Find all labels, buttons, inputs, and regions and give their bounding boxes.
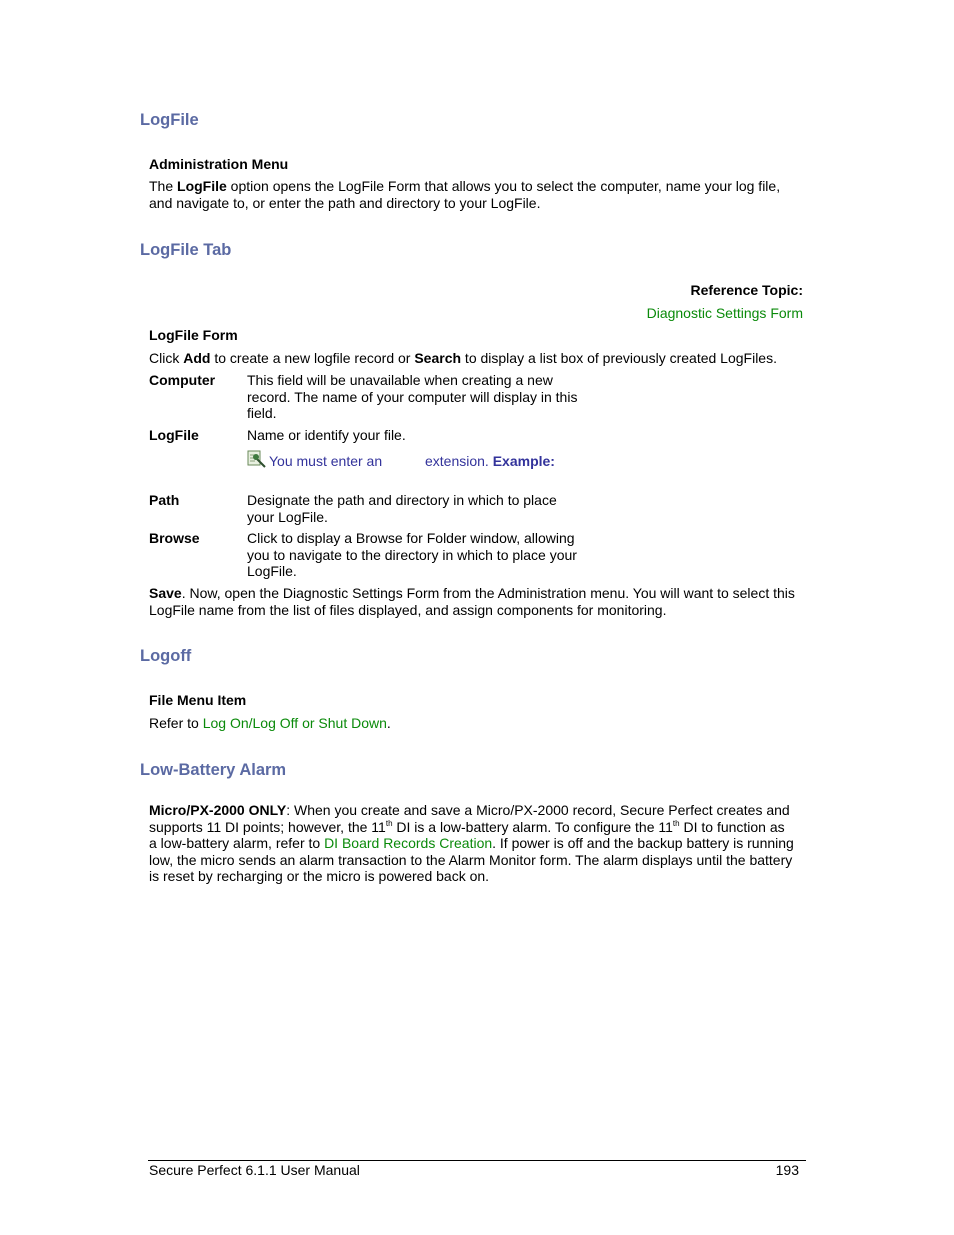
text: Click to display a Browse for Folder window, allowing: [247, 530, 575, 546]
page-number: 193: [775, 1162, 799, 1178]
text: : When you create and save a Micro/PX-2000 record, Secure Perfect creates and: [286, 802, 790, 818]
pushpin-note-icon: [247, 449, 267, 469]
footer-rule: [148, 1160, 806, 1161]
bold-term: Micro/PX-2000 ONLY: [149, 802, 287, 818]
di-board-records-creation-link[interactable]: DI Board Records Creation: [324, 835, 493, 851]
text: and navigate to, or enter the path and directory to your LogFile.: [149, 194, 541, 211]
text: Designate the path and directory in which to place: [247, 492, 557, 508]
text: This field will be unavailable when creating a new: [247, 372, 553, 388]
text: LogFile.: [247, 563, 297, 579]
section-heading-low-battery-alarm: Low-Battery Alarm: [140, 761, 287, 779]
bold-term: Add: [183, 350, 211, 366]
field-desc-logfile: Name or identify your file.: [247, 427, 406, 443]
field-desc-browse: [247, 530, 587, 580]
superscript: th: [385, 818, 393, 828]
subheading-logfile-form: LogFile Form: [149, 327, 238, 343]
superscript: th: [672, 818, 680, 828]
field-term-browse: Browse: [149, 530, 200, 546]
bold-term: Search: [414, 350, 462, 366]
diagnostic-settings-form-link[interactable]: Diagnostic Settings Form: [646, 305, 803, 321]
section-heading-logfile-tab: LogFile Tab: [140, 241, 232, 259]
text: . If power is off and the backup battery is running: [492, 835, 794, 851]
logfile-paragraph: [149, 178, 809, 211]
text: DI is a low-battery alarm. To configure the 11: [392, 818, 673, 835]
text: low, the micro sends an alarm transaction to the Alarm Monitor form. The alarm displays until the battery: [149, 851, 793, 868]
subheading-administration-menu: Administration Menu: [149, 156, 289, 172]
note-text-1: You must enter an: [269, 453, 383, 469]
text: option opens the LogFile Form that allows you to select the computer, name your log file,: [226, 178, 781, 194]
text: to display a list box of previously created LogFiles.: [461, 350, 777, 366]
section-heading-logfile: LogFile: [140, 111, 199, 129]
logfile-form-intro: [149, 350, 809, 367]
log-on-log-off-link[interactable]: Log On/Log Off or Shut Down: [202, 715, 387, 731]
field-term-path: Path: [149, 492, 180, 508]
bold-term: Save: [149, 585, 182, 601]
logoff-paragraph: [149, 715, 809, 732]
field-desc-computer: [247, 372, 587, 422]
reference-topic-label: Reference Topic:: [690, 282, 803, 298]
note-example-label: Example:: [492, 453, 555, 469]
text: The: [149, 178, 178, 194]
text: extension.: [425, 453, 489, 469]
section-heading-logoff: Logoff: [140, 647, 192, 665]
subheading-file-menu-item: File Menu Item: [149, 692, 247, 708]
footer-title: Secure Perfect 6.1.1 User Manual: [149, 1162, 360, 1178]
text: DI to function as: [679, 818, 785, 835]
text: you to navigate to the directory in which to place your: [247, 546, 577, 563]
text: Refer to: [149, 715, 203, 731]
text: Click: [149, 350, 184, 366]
text: is reset by recharging or the micro is powered back on.: [149, 868, 490, 884]
field-term-logfile: LogFile: [149, 427, 199, 443]
text: . Now, open the Diagnostic Settings Form from the Administration menu. You will want to select this: [181, 585, 795, 601]
text: record. The name of your computer will display in this: [247, 388, 578, 405]
note-text-2: [425, 453, 555, 470]
field-term-computer: Computer: [149, 372, 216, 388]
text: supports 11 DI points; however, the 11: [149, 818, 386, 835]
text: LogFile name from the list of files displayed, and assign components for monitoring.: [149, 601, 667, 618]
text: your LogFile.: [247, 508, 328, 525]
logfile-save-paragraph: [149, 585, 809, 618]
text: .: [386, 715, 391, 731]
low-battery-paragraph: [149, 802, 809, 885]
text: a low-battery alarm, refer to: [149, 835, 325, 851]
field-desc-path: [247, 492, 587, 525]
bold-term: LogFile: [177, 178, 227, 194]
text: field.: [247, 405, 277, 421]
text: to create a new logfile record or: [210, 350, 415, 366]
